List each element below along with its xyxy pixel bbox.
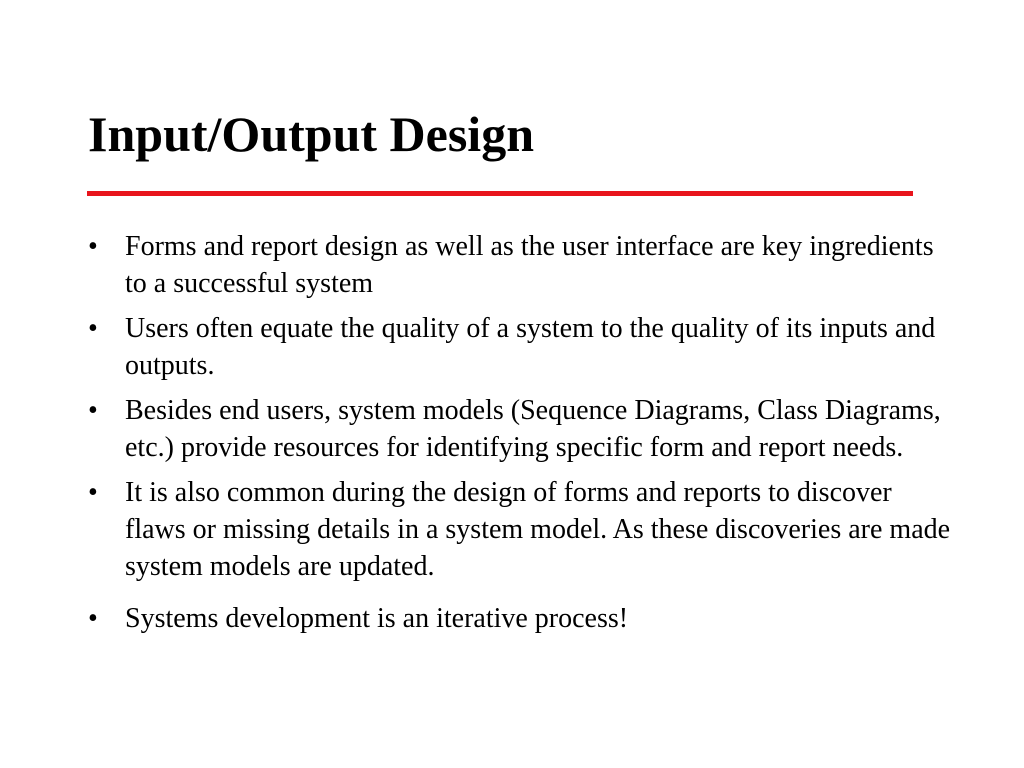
bullet-icon: •: [88, 603, 98, 634]
bullet-icon: •: [88, 313, 98, 344]
bullet-list: [88, 228, 958, 645]
bullet-text: It is also common during the design of forms and reports to discover flaws or missing details in a system model. As these discoveries are made system models are updated.: [125, 477, 951, 582]
bullet-item: [88, 474, 958, 585]
bullet-item: [88, 392, 958, 466]
bullet-icon: •: [88, 231, 98, 262]
title-underline: [87, 191, 913, 196]
bullet-item: [88, 310, 958, 384]
bullet-icon: •: [88, 395, 98, 426]
bullet-text: Systems development is an iterative process!: [125, 603, 629, 634]
bullet-item: [88, 600, 958, 637]
bullet-text: Besides end users, system models (Sequence Diagrams, Class Diagrams, etc.) provide resources for identifying specific form and report needs.: [125, 395, 941, 463]
bullet-icon: •: [88, 477, 98, 508]
bullet-text: Forms and report design as well as the user interface are key ingredients to a successful system: [125, 231, 934, 299]
bullet-text: Users often equate the quality of a system to the quality of its inputs and outputs.: [125, 313, 936, 381]
bullet-item: [88, 228, 958, 302]
slide-title: Input/Output Design: [88, 106, 534, 162]
